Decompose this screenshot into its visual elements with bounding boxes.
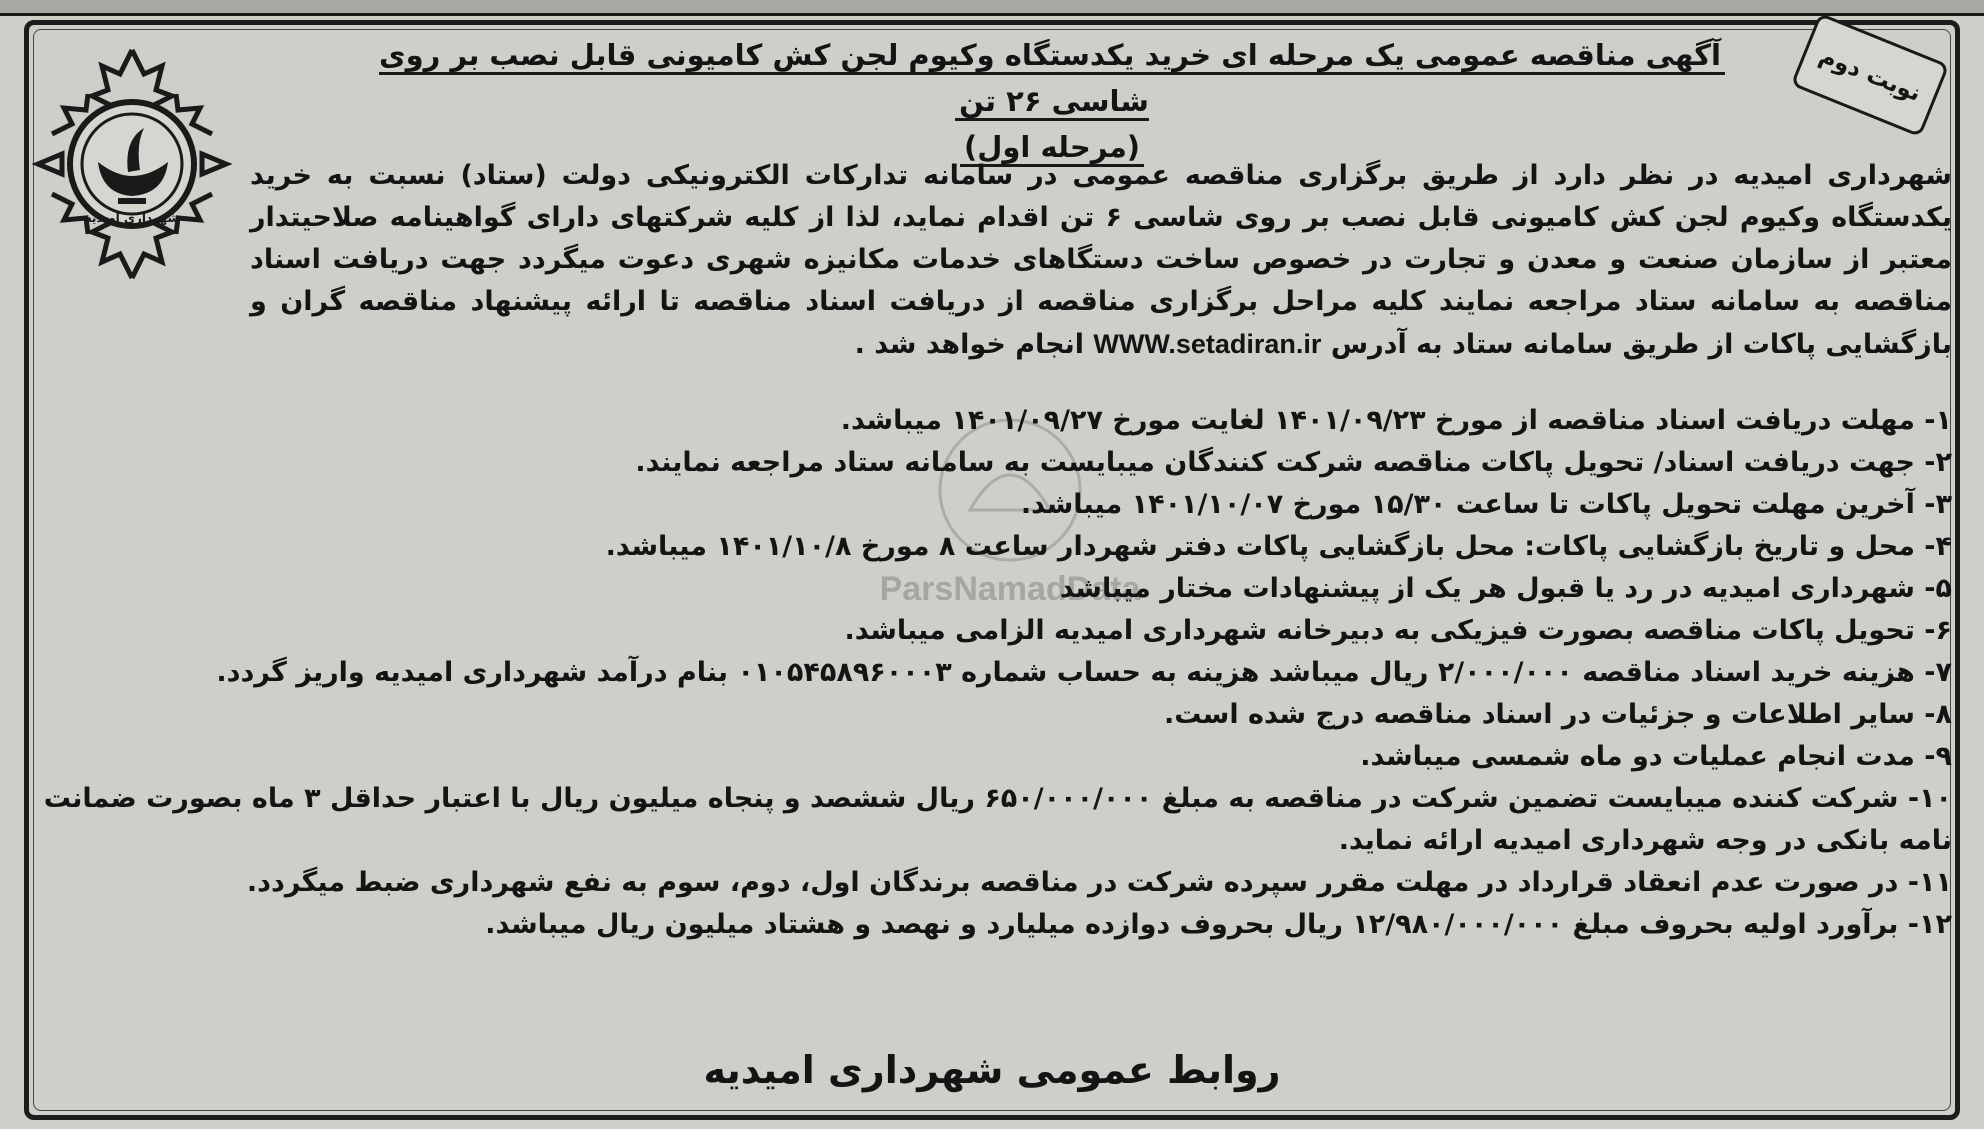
- condition-item: ۱۰- شرکت کننده میبایست تضمین شرکت در مناقصه به مبلغ ۶۵۰/۰۰۰/۰۰۰ ریال ششصد و پنجاه میلیون ریال با اعتبار حداقل ۳ ماه بصورت ضمانت نامه بانکی در وجه شهرداری امیدیه ارائه نماید.: [43, 783, 1952, 856]
- condition-item: ۱۱- در صورت عدم انعقاد قرارداد در مهلت مقرر سپرده شرکت در مناقصه برندگان اول، دوم، سوم به نفع شهرداری ضبط میگردد.: [246, 867, 1952, 898]
- title-line-1: آگهی مناقصه عمومی یک مرحله ای خرید یکدستگاه وکیوم لجن کش کامیونی قابل نصب بر روی شاسی ۲۶ تن: [379, 38, 1725, 121]
- municipality-logo-icon: [32, 44, 232, 284]
- condition-item: ۱۲- برآورد اولیه بحروف مبلغ ۱۲/۹۸۰/۰۰۰/۰۰۰ ریال بحروف دوازده میلیارد و نهصد و هشتاد میلیون ریال میباشد.: [485, 909, 1952, 940]
- condition-item: ۴- محل و تاریخ بازگشایی پاکات: محل بازگشایی پاکات دفتر شهردار ساعت ۸ مورخ ۱۴۰۱/۱۰/۸ میباشد.: [605, 531, 1952, 562]
- intro-text: شهرداری امیدیه در نظر دارد از طریق برگزاری مناقصه عمومی در سامانه تدارکات الکترونیکی دولت (ستاد) نسبت به خرید یکدستگاه وکیوم لجن کش کامیونی قابل نصب بر روی شاسی ۶ تن اقدام نماید، لذا از کلیه شرکتهای دارای گواهینامه صلاحیتدار معتبر از سازمان صنعت و معدن و تجارت در خصوص ساخت دستگاهای خدمات مکانیزه شهری دعوت میگردد جهت دریافت اسناد مناقصه به سامانه ستاد مراجعه نمایند کلیه مراحل برگزاری مناقصه از دریافت اسناد مناقصه تا ارائه پیشنهاد مناقصه گران و بازگشایی پاکات از طریق سامانه ستاد به آدرس: [250, 160, 1952, 360]
- condition-item: ۶- تحویل پاکات مناقصه بصورت فیزیکی به دبیرخانه شهرداری امیدیه الزامی میباشد.: [844, 615, 1952, 646]
- intro-paragraph: [250, 155, 1952, 366]
- top-edge: [0, 0, 1984, 16]
- conditions-list: [32, 400, 1952, 946]
- condition-item: ۵- شهرداری امیدیه در رد یا قبول هر یک از پیشنهادات مختار میباشد: [1059, 573, 1952, 604]
- watermark-text: ParsNamadData: [879, 570, 1141, 608]
- condition-item: ۲- جهت دریافت اسناد/ تحویل پاکات مناقصه شرکت کنندگان میبایست به سامانه ستاد مراجعه نمایند.: [635, 447, 1952, 478]
- setad-url-link[interactable]: WWW.setadiran.ir: [1093, 329, 1322, 359]
- condition-item: ۱- مهلت دریافت اسناد مناقصه از مورخ ۱۴۰۱/۰۹/۲۳ لغایت مورخ ۱۴۰۱/۰۹/۲۷ میباشد.: [840, 405, 1952, 436]
- signature: روابط عمومی شهرداری امیدیه: [703, 1048, 1281, 1092]
- condition-item: ۸- سایر اطلاعات و جزئیات در اسناد مناقصه درج شده است.: [1163, 699, 1952, 730]
- intro-text-end: انجام خواهد شد .: [854, 329, 1084, 360]
- ad-title: [352, 32, 1752, 170]
- condition-item: ۳- آخرین مهلت تحویل پاکات تا ساعت ۱۵/۳۰ مورخ ۱۴۰۱/۱۰/۰۷ میباشد.: [1020, 489, 1952, 520]
- condition-item: ۹- مدت انجام عملیات دو ماه شمسی میباشد.: [1360, 741, 1952, 772]
- title-line-2: (مرحله اول): [960, 130, 1144, 167]
- condition-item: ۷- هزینه خرید اسناد مناقصه ۲/۰۰۰/۰۰۰ ریال میباشد هزینه به حساب شماره ۰۱۰۵۴۵۸۹۶۰۰۰۳ بنام درآمد شهرداری امیدیه واریز گردد.: [216, 657, 1952, 688]
- logo-text: شهرداری امیدیه: [84, 211, 180, 225]
- stamp-text: نوبت دوم: [1815, 42, 1925, 108]
